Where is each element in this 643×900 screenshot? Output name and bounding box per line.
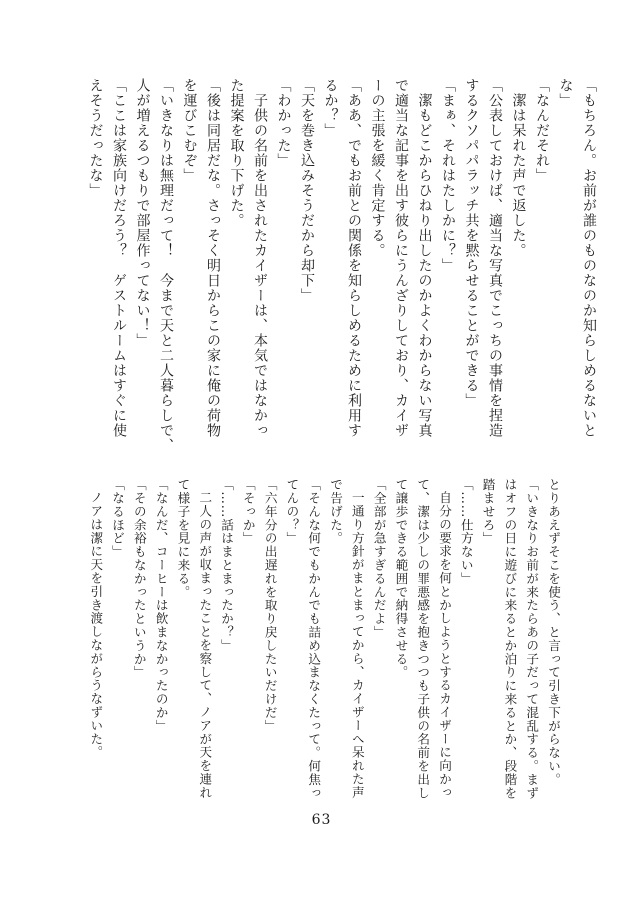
text-column: 「いきなりお前が来たらあの子だって混乱する。まず	[524, 478, 540, 800]
text-column: 「そんな何でもかんでも詰め込まなくたって。何焦っ	[306, 478, 322, 800]
text-column: 「後は同居だな。さっそく明日からこの家に俺の荷物	[205, 78, 221, 438]
text-column: で適当な記事を出す彼らにうんざりしており、カイザ	[393, 78, 409, 438]
text-column: 「そっか」	[240, 478, 256, 545]
text-column: 「……話はまとまったか？」	[219, 478, 235, 653]
text-column: て、潔は少しの罪悪感を抱きつつも子供の名前を出し	[415, 478, 431, 800]
text-column: た提案を取り下げた。	[228, 78, 245, 228]
top-text-block	[83, 78, 600, 453]
text-column: 一通り方針がまとまってから、カイザーへ呆れた声	[349, 491, 365, 800]
text-column: 「なるほど」	[110, 478, 126, 559]
text-column: で告げた。	[328, 478, 344, 545]
text-column: 子供の名前を出されたカイザーは、本気ではなかっ	[252, 93, 268, 438]
text-column: 「……仕方ない」	[458, 478, 474, 586]
text-column: 潔は呆れた声で返した。	[510, 93, 527, 258]
text-column: な」	[557, 78, 574, 108]
text-column: 自分の要求を何とかしようとするカイザーに向かっ	[437, 491, 453, 800]
text-column: 「まぁ、それはたしかに？」	[440, 78, 456, 273]
text-column: 踏ませろ」	[480, 478, 496, 545]
bottom-text-block	[84, 478, 564, 800]
text-column: 「もちろん。お前が誰のものなのか知らしめるないと	[581, 78, 597, 438]
text-column: てんの？」	[284, 478, 300, 545]
text-column: ノアは潔に天を引き渡しながらうなずいた。	[88, 491, 104, 760]
text-column: 「いきなりは無理だって！ 今まで天と二人暮らしで、	[158, 78, 174, 453]
text-column: はオフの日に遊びに来るとか泊りに来るとか、段階を	[502, 478, 518, 800]
text-column: を運びこむぞ」	[181, 78, 198, 183]
text-column: 人が増えるつもりで部屋作ってない！」	[134, 78, 151, 348]
text-column: 「その余裕もなかったというか」	[131, 478, 147, 679]
text-column: 「ああ、でもお前との関係を知らしめるために利用す	[346, 78, 362, 438]
text-column: ーの主張を緩く肯定する。	[369, 78, 386, 258]
text-column: するクソパパラッチ共を黙らせることができる」	[463, 78, 480, 408]
text-column: 「全部が急すぎるんだよ」	[371, 478, 387, 639]
text-column: 「公表しておけば、適当な写真でこっちの事情を捏造	[487, 78, 503, 438]
text-column: 「天を巻き込みそうだから却下」	[299, 78, 315, 303]
text-column: て様子を見に来る。	[175, 478, 191, 599]
text-column: 「わかった」	[275, 78, 292, 168]
text-column: えそうだったな」	[87, 78, 104, 198]
text-column: とりあえずそこを使う、と言って引き下がらない。	[546, 478, 561, 787]
text-column: て譲歩できる範囲で納得させる。	[393, 478, 409, 679]
text-column: 二人の声が収まったことを察して、ノアが天を連れ	[197, 491, 213, 800]
page-number: 63	[311, 812, 332, 828]
text-column: 「なんだそれ」	[534, 78, 550, 183]
text-column: 「ここは家族向けだろう？ ゲストルームはすぐに使	[111, 78, 127, 438]
text-column: 潔もどこからひねり出したのかよくわからない写真	[416, 93, 433, 438]
text-column: るか？」	[322, 78, 339, 138]
text-column: 「なんだ、コーヒーは飲まなかったのか」	[153, 478, 169, 733]
text-column: 「六年分の出遅れを取り戻したいだけだ」	[262, 478, 278, 733]
